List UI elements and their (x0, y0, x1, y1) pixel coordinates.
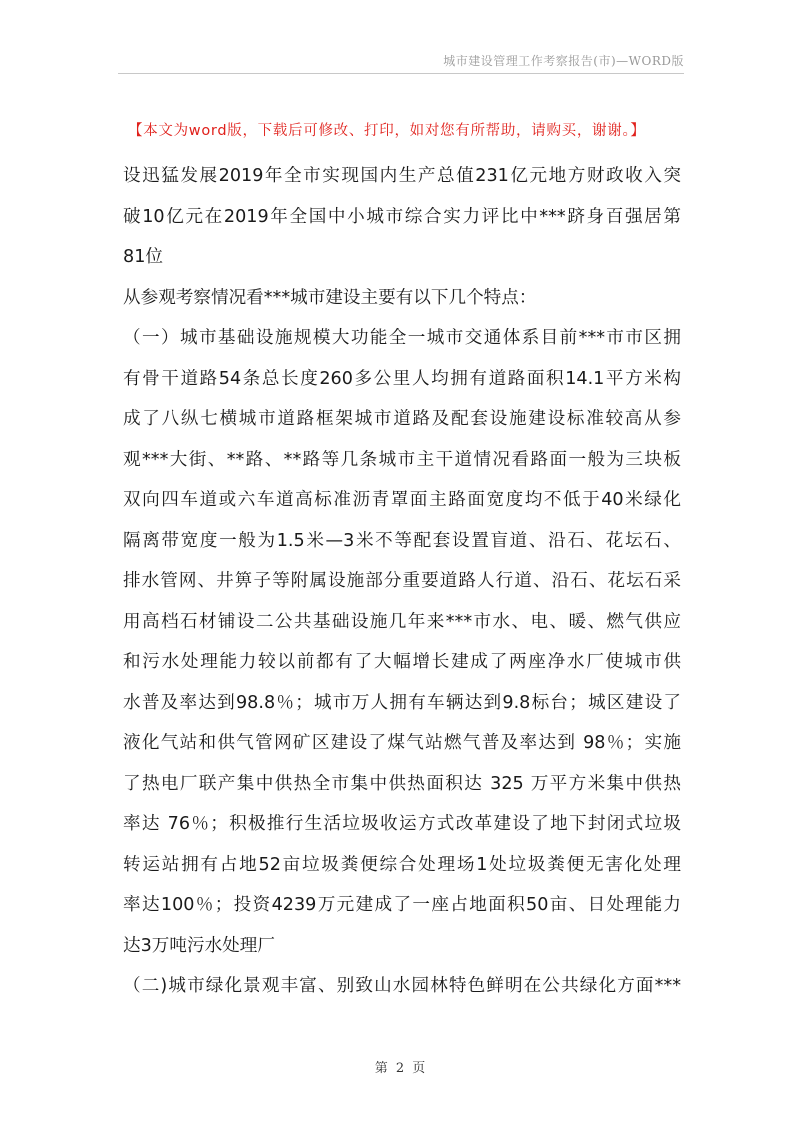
body-line: 率达 76％；积极推行生活垃圾收运方式改革建设了地下封闭式垃圾 (123, 814, 681, 834)
body-line: 液化气站和供气管网矿区建设了煤气站燃气普及率达到 98％；实施 (123, 733, 681, 753)
document-body (123, 156, 681, 1007)
body-line: （一）城市基础设施规模大功能全一城市交通体系目前***市市区拥 (123, 328, 681, 348)
body-line: 设迅猛发展2019年全市实现国内生产总值231亿元地方财政收入突 (123, 166, 681, 186)
body-line: 有骨干道路54条总长度260多公里人均拥有道路面积14.1平方米构 (123, 368, 681, 389)
body-line: 81位 (123, 247, 163, 267)
body-line: 隔离带宽度一般为1.5米—3米不等配套设置盲道、沿石、花坛石、 (123, 530, 681, 551)
download-notice: 【本文为word版，下载后可修改、打印，如对您有所帮助，请购买，谢谢。】 (128, 123, 646, 139)
body-line: 水普及率达到98.8％；城市万人拥有车辆达到9.8标台；城区建设了 (123, 692, 681, 713)
page-number-suffix: 页 (412, 1061, 426, 1076)
body-line: 成了八纵七横城市道路框架城市道路及配套设施建设标准较高从参 (123, 409, 681, 429)
body-line: 了热电厂联产集中供热全市集中供热面积达 325 万平方米集中供热 (123, 773, 681, 794)
page-number-footer (0, 1057, 800, 1076)
body-line: 达3万吨污水处理厂 (123, 935, 275, 956)
body-line: 用高档石材铺设二公共基础设施几年来***市水、电、暖、燃气供应 (123, 611, 681, 632)
page-header-title: 城市建设管理工作考察报告(市)—WORD版 (443, 54, 684, 68)
body-line: 双向四车道或六车道高标准沥青罩面主路面宽度均不低于40米绿化 (123, 490, 681, 510)
body-line: 排水管网、井箅子等附属设施部分重要道路人行道、沿石、花坛石采 (123, 571, 681, 591)
page-number-prefix: 第 (374, 1061, 388, 1076)
body-line: 率达100％；投资4239万元建成了一座占地面积50亩、日处理能力 (123, 895, 681, 915)
body-line: 转运站拥有占地52亩垃圾粪便综合处理场1处垃圾粪便无害化处理 (123, 854, 681, 875)
body-line: 观***大街、**路、**路等几条城市主干道情况看路面一般为三块板 (123, 449, 681, 470)
header-divider (118, 73, 684, 74)
body-line: 破10亿元在2019年全国中小城市综合实力评比中***跻身百强居第 (123, 206, 681, 227)
body-line: 和污水处理能力较以前都有了大幅增长建成了两座净水厂使城市供 (123, 652, 681, 672)
page-number: 2 (395, 1061, 405, 1076)
body-line: （二)城市绿化景观丰富、别致山水园林特色鲜明在公共绿化方面*** (123, 976, 681, 996)
body-line: 从参观考察情况看***城市建设主要有以下几个特点： (123, 287, 537, 308)
